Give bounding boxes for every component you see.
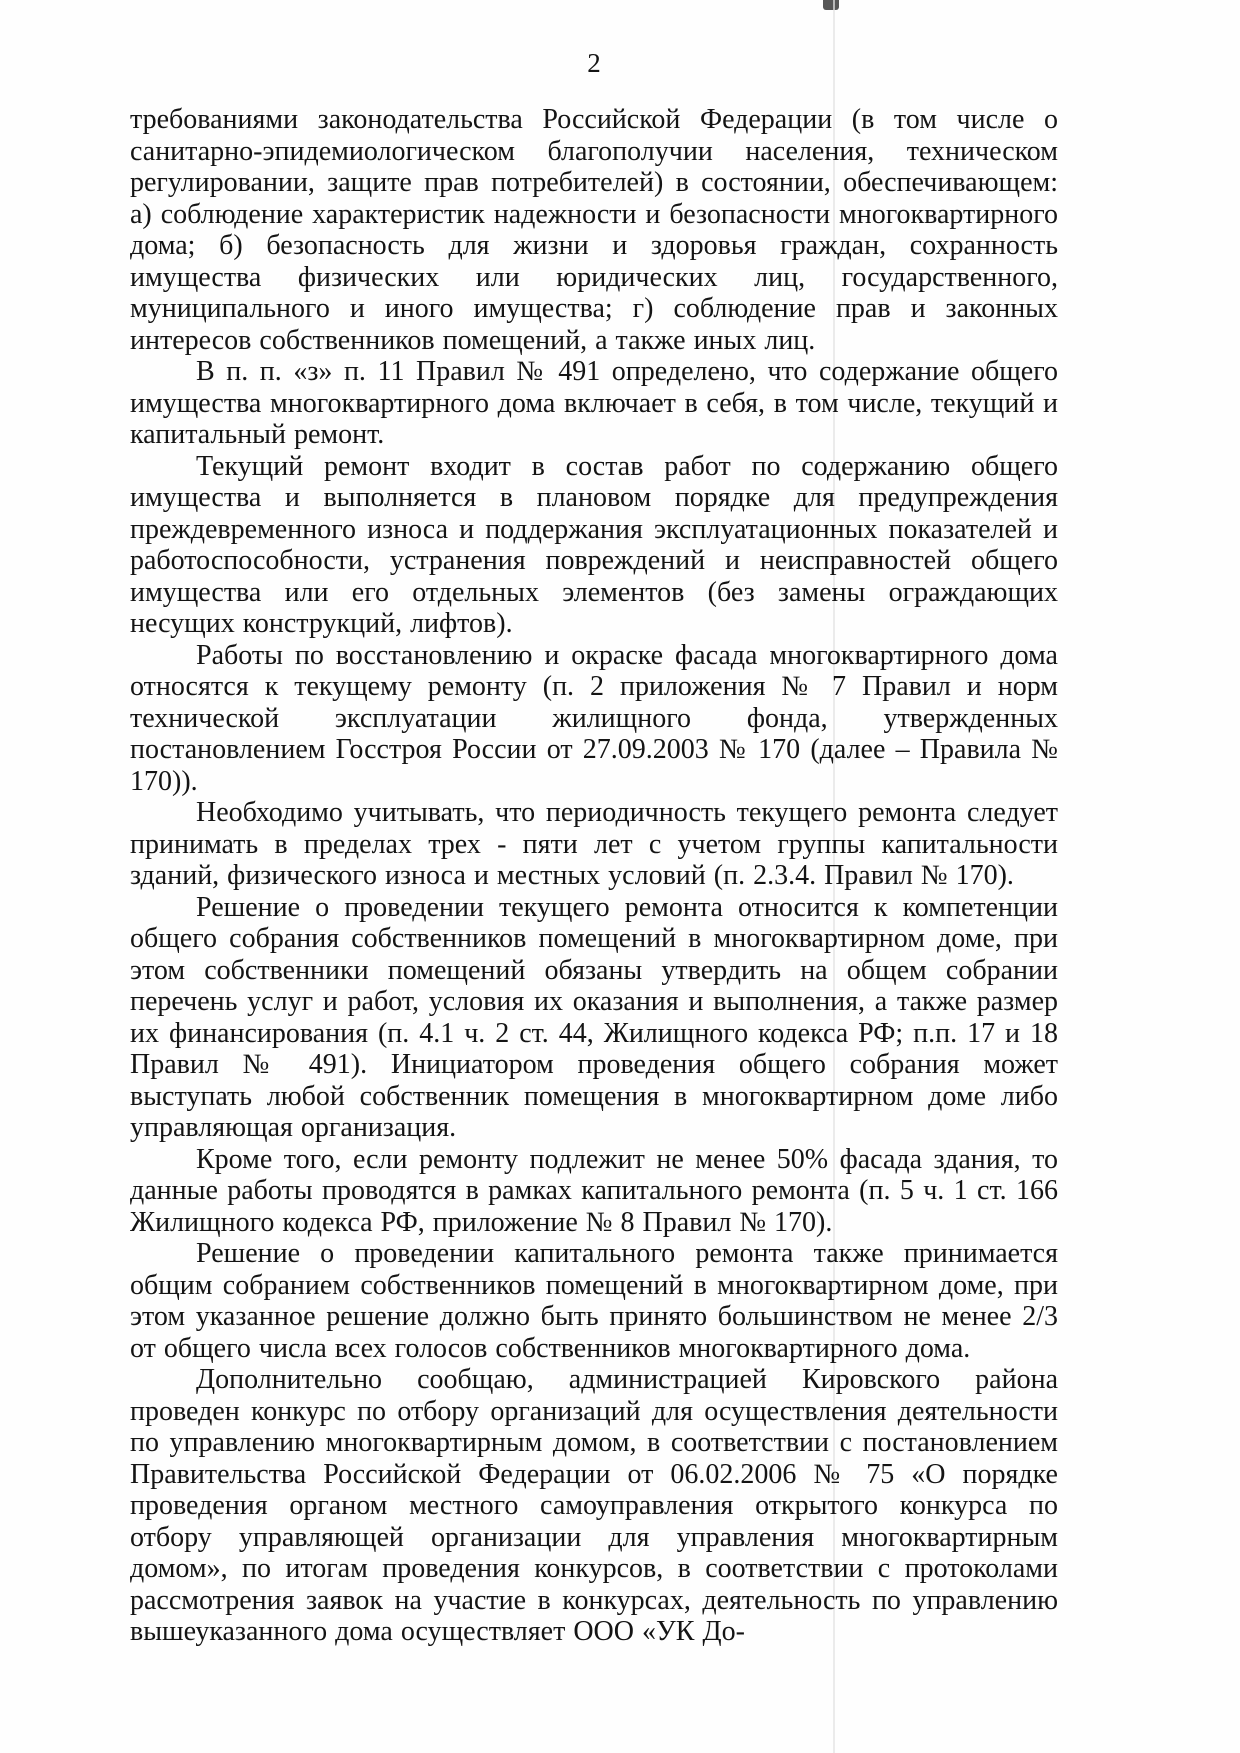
paragraph-repair-decision: Решение о проведении текущего ремонта относится к компетенции общего собрания собственников помещений в многоквартирном доме, при этом собственники помещений обязаны утвердить на общем собрании перечень услуг и работ, условия их оказания и выполнения, а также размер их финансирования (п. 4.1 ч. 2 ст. 44, Жилищного кодекса РФ; п.п. 17 и 18 Правил № 491). Инициатором проведения общего собрания может выступать любой собственник помещения в многоквартирном доме либо управляющая организация. xyxy=(130,891,1058,1143)
paragraph-capital-repair-decision: Решение о проведении капитального ремонта также принимается общим собранием собственников помещений в многоквартирном доме, при этом указанное решение должно быть принято большинством не менее 2/3 от общего числа всех голосов собственников многоквартирного дома. xyxy=(130,1238,1058,1364)
scan-artifact-mark xyxy=(823,0,839,10)
paragraph-management-competition: Дополнительно сообщаю, администрацией Кировского района проведен конкурс по отбору организаций для осуществления деятельности по управлению многоквартирным домом, в соответствии с постановлением Правительства Российской Федерации от 06.02.2006 № 75 «О порядке проведения органом местного самоуправления открытого конкурса по отбору управляющей организации для управления многоквартирным домом», по итогам проведения конкурсов, в соответствии с протоколами рассмотрения заявок на участие в конкурсах, деятельность по управлению вышеуказанного дома осуществляет ООО «УК До- xyxy=(130,1364,1058,1647)
paragraph-repair-periodicity: Необходимо учитывать, что периодичность текущего ремонта следует принимать в пределах трех - пяти лет с учетом группы капитальности зданий, физического износа и местных условий (п. 2.3.4. Правил № 170). xyxy=(130,797,1058,891)
paragraph-rules-491: В п. п. «з» п. 11 Правил № 491 определено, что содержание общего имущества многоквартирного дома включает в себя, в том числе, текущий и капитальный ремонт. xyxy=(130,356,1058,450)
paragraph-current-repair-definition: Текущий ремонт входит в состав работ по содержанию общего имущества и выполняется в плановом порядке для предупреждения преждевременного износа и поддержания эксплуатационных показателей и работоспособности, устранения повреждений и неисправностей общего имущества или его отдельных элементов (без замены ограждающих несущих конструкций, лифтов). xyxy=(130,450,1058,639)
document-text-column xyxy=(130,48,1058,1648)
paragraph-facade-works: Работы по восстановлению и окраске фасада многоквартирного дома относятся к текущему ремонту (п. 2 приложения № 7 Правил и норм технической эксплуатации жилищного фонда, утвержденных постановлением Госстроя России от 27.09.2003 № 170 (далее – Правила № 170)). xyxy=(130,639,1058,797)
page-number: 2 xyxy=(587,48,601,78)
paragraph-capital-repair-threshold: Кроме того, если ремонту подлежит не менее 50% фасада здания, то данные работы проводятся в рамках капитального ремонта (п. 5 ч. 1 ст. 166 Жилищного кодекса РФ, приложение № 8 Правил № 170). xyxy=(130,1143,1058,1238)
paragraph-continuation: требованиями законодательства Российской Федерации (в том числе о санитарно-эпидемиологическом благополучии населения, техническом регулировании, защите прав потребителей) в состоянии, обеспечивающем: а) соблюдение характеристик надежности и безопасности многоквартирного дома; б) безопасность для жизни и здоровья граждан, сохранность имущества физических или юридических лиц, государственного, муниципального и иного имущества; г) соблюдение прав и законных интересов собственников помещений, а также иных лиц. xyxy=(130,104,1058,356)
